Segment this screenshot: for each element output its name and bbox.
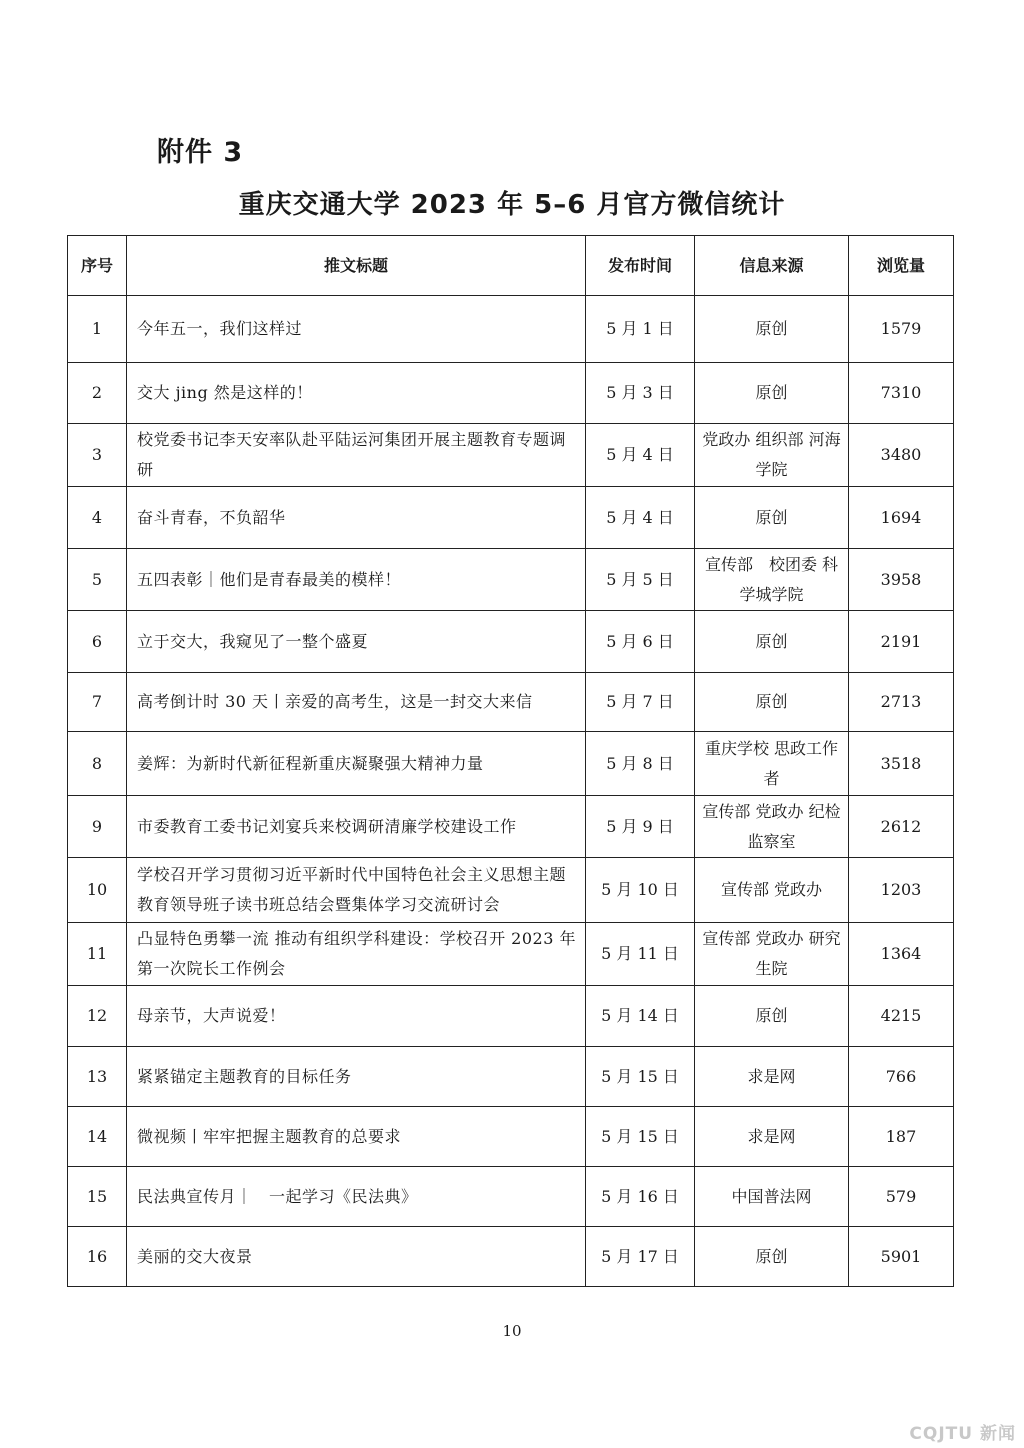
row-source: 党政办 组织部 河海学院 <box>695 424 849 487</box>
row-views: 2612 <box>849 796 954 858</box>
table-header-row <box>68 236 954 296</box>
row-no: 2 <box>68 363 127 424</box>
row-source: 原创 <box>695 363 849 424</box>
table-row <box>68 363 954 424</box>
row-source: 重庆学校 思政工作者 <box>695 732 849 796</box>
row-date: 5 月 6 日 <box>586 611 695 673</box>
header-source: 信息来源 <box>695 236 849 296</box>
row-no: 13 <box>68 1047 127 1107</box>
row-date: 5 月 3 日 <box>586 363 695 424</box>
row-views: 2191 <box>849 611 954 673</box>
row-no: 6 <box>68 611 127 673</box>
row-no: 9 <box>68 796 127 858</box>
row-title: 母亲节，大声说爱！ <box>127 986 586 1047</box>
row-source: 求是网 <box>695 1047 849 1107</box>
row-no: 15 <box>68 1167 127 1227</box>
watermark: CQJTU 新闻 <box>909 1424 1016 1444</box>
row-views: 1694 <box>849 487 954 549</box>
row-date: 5 月 8 日 <box>586 732 695 796</box>
row-date: 5 月 11 日 <box>586 923 695 986</box>
row-date: 5 月 16 日 <box>586 1167 695 1227</box>
row-source: 宣传部 党政办 <box>695 858 849 923</box>
row-source: 宣传部 党政办 研究生院 <box>695 923 849 986</box>
row-date: 5 月 7 日 <box>586 673 695 732</box>
row-no: 10 <box>68 858 127 923</box>
row-views: 3518 <box>849 732 954 796</box>
row-source: 原创 <box>695 611 849 673</box>
page-number: 10 <box>502 1322 522 1340</box>
row-views: 1203 <box>849 858 954 923</box>
row-date: 5 月 4 日 <box>586 424 695 487</box>
table-row <box>68 487 954 549</box>
row-views: 2713 <box>849 673 954 732</box>
row-title: 交大 jing 然是这样的！ <box>127 363 586 424</box>
row-source: 原创 <box>695 1227 849 1287</box>
row-no: 8 <box>68 732 127 796</box>
row-title: 凸显特色勇攀一流 推动有组织学科建设：学校召开 2023 年第一次院长工作例会 <box>127 923 586 986</box>
row-views: 3480 <box>849 424 954 487</box>
table-row <box>68 986 954 1047</box>
table-row <box>68 611 954 673</box>
table-row <box>68 549 954 611</box>
row-source: 宣传部 党政办 纪检监察室 <box>695 796 849 858</box>
row-no: 12 <box>68 986 127 1047</box>
row-views: 1364 <box>849 923 954 986</box>
row-views: 3958 <box>849 549 954 611</box>
table-row <box>68 858 954 923</box>
statistics-table <box>67 235 954 1287</box>
table-row <box>68 796 954 858</box>
row-no: 3 <box>68 424 127 487</box>
row-no: 1 <box>68 296 127 363</box>
row-date: 5 月 5 日 <box>586 549 695 611</box>
document-title: 重庆交通大学 2023 年 5–6 月官方微信统计 <box>238 190 786 220</box>
header-date: 发布时间 <box>586 236 695 296</box>
row-title: 五四表彰｜他们是青春最美的模样！ <box>127 549 586 611</box>
row-title: 紧紧锚定主题教育的目标任务 <box>127 1047 586 1107</box>
table-row <box>68 1227 954 1287</box>
row-title: 立于交大，我窥见了一整个盛夏 <box>127 611 586 673</box>
header-no: 序号 <box>68 236 127 296</box>
row-views: 4215 <box>849 986 954 1047</box>
header-views: 浏览量 <box>849 236 954 296</box>
row-views: 5901 <box>849 1227 954 1287</box>
row-views: 766 <box>849 1047 954 1107</box>
row-date: 5 月 15 日 <box>586 1047 695 1107</box>
table-row <box>68 732 954 796</box>
row-title: 民法典宣传月｜ 一起学习《民法典》 <box>127 1167 586 1227</box>
header-title: 推文标题 <box>127 236 586 296</box>
row-date: 5 月 9 日 <box>586 796 695 858</box>
row-views: 187 <box>849 1107 954 1167</box>
row-date: 5 月 10 日 <box>586 858 695 923</box>
row-date: 5 月 1 日 <box>586 296 695 363</box>
row-title: 微视频丨牢牢把握主题教育的总要求 <box>127 1107 586 1167</box>
row-title: 美丽的交大夜景 <box>127 1227 586 1287</box>
row-views: 7310 <box>849 363 954 424</box>
row-source: 求是网 <box>695 1107 849 1167</box>
row-source: 宣传部 校团委 科学城学院 <box>695 549 849 611</box>
row-no: 14 <box>68 1107 127 1167</box>
row-no: 11 <box>68 923 127 986</box>
row-title: 姜辉：为新时代新征程新重庆凝聚强大精神力量 <box>127 732 586 796</box>
row-no: 7 <box>68 673 127 732</box>
row-title: 今年五一，我们这样过 <box>127 296 586 363</box>
row-date: 5 月 4 日 <box>586 487 695 549</box>
row-views: 579 <box>849 1167 954 1227</box>
row-source: 原创 <box>695 487 849 549</box>
row-views: 1579 <box>849 296 954 363</box>
row-title: 高考倒计时 30 天丨亲爱的高考生，这是一封交大来信 <box>127 673 586 732</box>
row-date: 5 月 15 日 <box>586 1107 695 1167</box>
table-row <box>68 673 954 732</box>
row-source: 原创 <box>695 986 849 1047</box>
row-title: 奋斗青春，不负韶华 <box>127 487 586 549</box>
table-row <box>68 923 954 986</box>
table-row <box>68 1167 954 1227</box>
row-date: 5 月 17 日 <box>586 1227 695 1287</box>
row-source: 中国普法网 <box>695 1167 849 1227</box>
row-source: 原创 <box>695 296 849 363</box>
row-date: 5 月 14 日 <box>586 986 695 1047</box>
row-source: 原创 <box>695 673 849 732</box>
row-no: 5 <box>68 549 127 611</box>
table-row <box>68 296 954 363</box>
table-row <box>68 1047 954 1107</box>
row-title: 市委教育工委书记刘宴兵来校调研清廉学校建设工作 <box>127 796 586 858</box>
table-row <box>68 424 954 487</box>
row-title: 学校召开学习贯彻习近平新时代中国特色社会主义思想主题教育领导班子读书班总结会暨集体学习交流研讨会 <box>127 858 586 923</box>
table-row <box>68 1107 954 1167</box>
row-no: 16 <box>68 1227 127 1287</box>
attachment-label: 附件 3 <box>157 137 244 168</box>
row-no: 4 <box>68 487 127 549</box>
row-title: 校党委书记李天安率队赴平陆运河集团开展主题教育专题调研 <box>127 424 586 487</box>
